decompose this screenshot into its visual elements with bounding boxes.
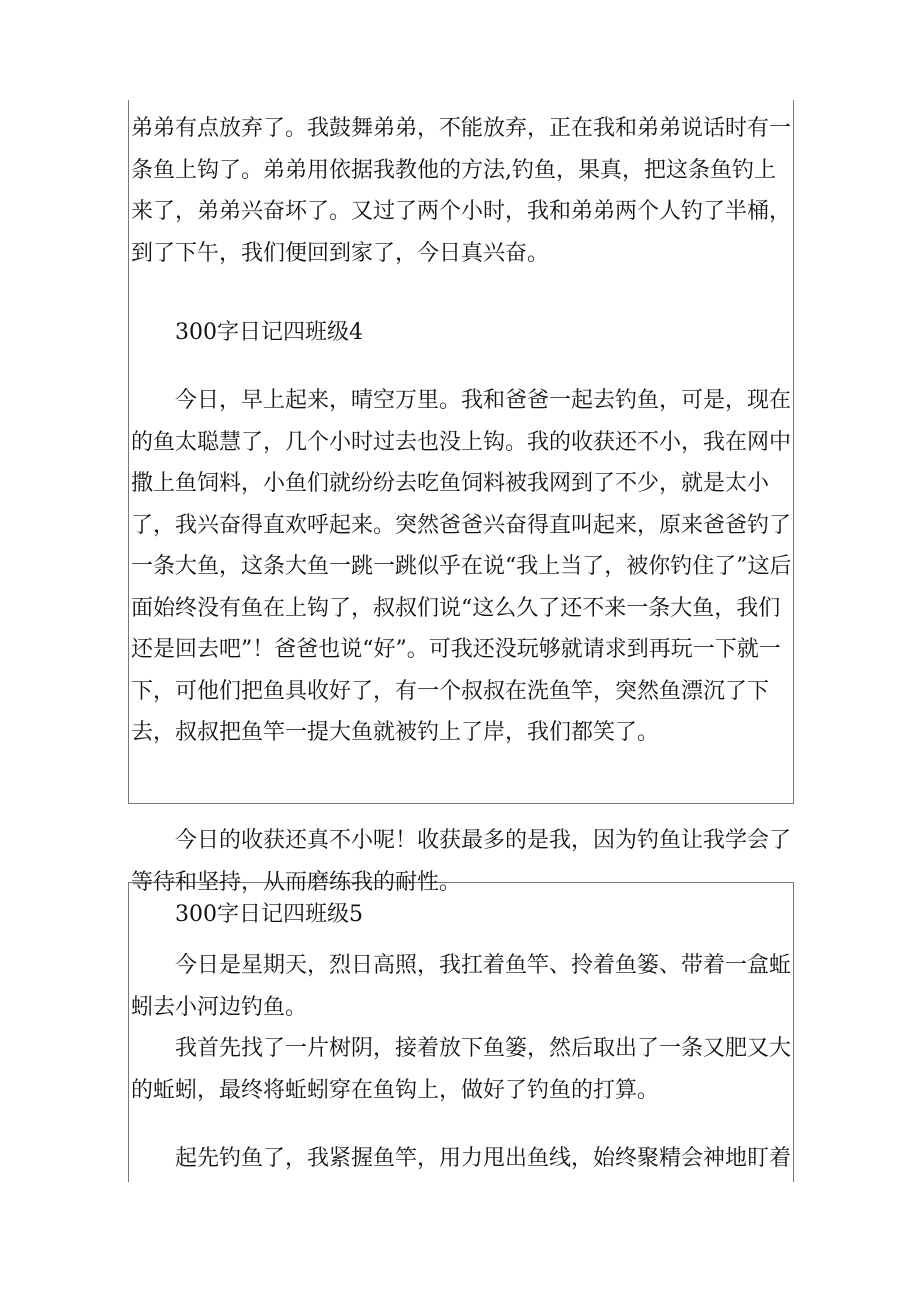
diary-heading-5: 300字日记四班级5 <box>175 902 363 927</box>
paragraph-ending-previous-diary: 弟弟有点放弃了。我鼓舞弟弟，不能放弃，正在我和弟弟说话时有一条鱼上钩了。弟弟用依据我教他的方法,钓鱼，果真，把这条鱼钓上来了，弟弟兴奋坏了。又过了两个小时，我和弟弟两个人钓了半桶，到了下午，我们便回到家了，今日真兴奋。 <box>131 116 792 266</box>
diary-5-paragraph-2: 我首先找了一片树阴，接着放下鱼篓，然后取出了一条又肥又大的蚯蚓，最终将蚯蚓穿在鱼钩上，做好了钓鱼的打算。 <box>131 1036 792 1103</box>
diary-4-closing: 今日的收获还真不小呢！收获最多的是我，因为钓鱼让我学会了等待和坚持，从而磨练我的耐性。 <box>131 828 792 895</box>
diary-4-body: 今日，早上起来，晴空万里。我和爸爸一起去钓鱼，可是，现在的鱼太聪慧了，几个小时过去也没上钩。我的收获还不小，我在网中撒上鱼饲料，小鱼们就纷纷去吃鱼饲料被我网到了不少，就是太小了，我兴奋得直欢呼起来。突然爸爸兴奋得直叫起来，原来爸爸钓了一条大鱼，这条大鱼一跳一跳似乎在说“我上当了，被你钓住了”这后面始终没有鱼在上钩了，叔叔们说“这么久了还不来一条大鱼，我们还是回去吧”！爸爸也说“好”。可我还没玩够就请求到再玩一下就一下，可他们把鱼具收好了，有一个叔叔在洗鱼竿，突然鱼漂沉了下去，叔叔把鱼竿一提大鱼就被钓上了岸，我们都笑了。 <box>131 388 792 745</box>
diary-heading-4: 300字日记四班级4 <box>175 320 363 345</box>
diary-5-paragraph-1: 今日是星期天，烈日高照，我扛着鱼竿、拎着鱼篓、带着一盒蚯蚓去小河边钓鱼。 <box>131 953 792 1020</box>
diary-5-paragraph-3: 起先钓鱼了，我紧握鱼竿，用力甩出鱼线，始终聚精会神地盯着 <box>175 1146 792 1171</box>
